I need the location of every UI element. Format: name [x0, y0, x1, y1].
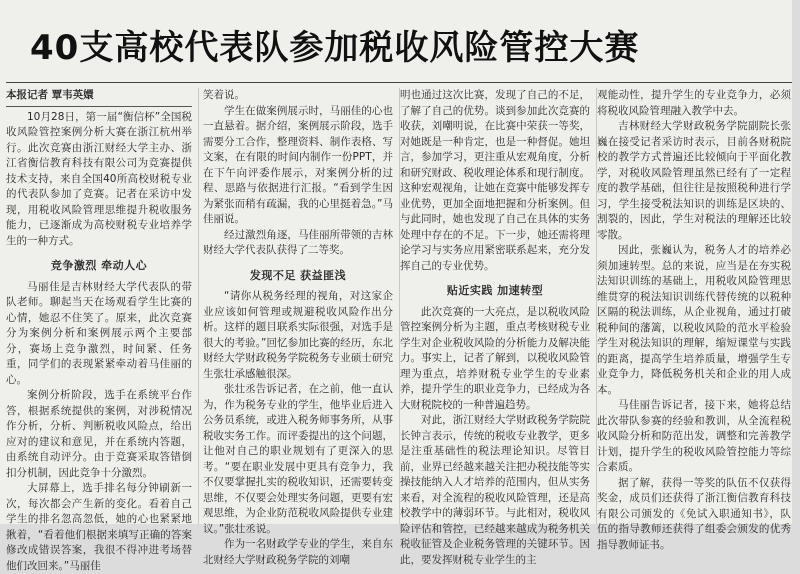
paragraph: 吉林财经大学财政税务学院副院长张巍在接受记者采访时表示，目前各财税院校的教学方式普遍还比较倾向于平面化教学，对税收风险管理虽然已经有了一定程度的教学基础，但往往是按照税种进行学习，学生接受税法知识的训练是区块的、割裂的，因此，学生对税法的理解还比较零散。 — [597, 120, 791, 241]
paragraph: 此次竞赛的一大亮点，是以税收风险管控案例分析为主题，重点考核财税专业学生对企业税收风险的分析能力及解决能力。事实上，记者了解到，以税收风险管理为重点，培养财税专业学生的专业素养，提升学生的职业竞争力，已经成为各大财税院校的一种普遍趋势。 — [400, 305, 590, 411]
paragraph: 观能动性，提升学生的专业竞争力，必须将税收风险管理融入教学中去。 — [597, 89, 791, 117]
paragraph: 笑着说。 — [203, 89, 245, 101]
column-4 — [597, 88, 791, 551]
column-1 — [6, 88, 199, 572]
paragraph: 马丽佳是吉林财经大学代表队的带队老师。聊起当天在场观看学生比赛的心情，她忍不住笑了。原来，此次竞赛分为案例分析和案例展示两个主要部分，赛场上竞争激烈，时间紧、任务重，同学们的表现紧紧牵动着马佳丽的心。 — [6, 280, 192, 386]
paragraph: 案例分析阶段，选手在系统平台作答，根据系统提供的案例，对涉税情况作分析，分析、判断税收风险点，给出应对的建议和意见，并在系统内答题，由系统自动评分。由于竞赛采取答错倒扣分机制，因此竞争十分激烈。 — [6, 389, 192, 479]
byline: 本报记者 覃韦英嬛 — [6, 88, 192, 107]
headline-rule — [6, 82, 792, 83]
paragraph: 马佳丽告诉记者，接下来，她将总结此次带队参赛的经验和教训，从全流程税收风险分析和防范出发，调整和完善教学计划，提升学生的税收风险管控能力等综合素质。 — [597, 399, 791, 473]
paragraph: 张壮丞告诉记者，在之前，他一直认为，作为税务专业的学生，他毕业后进入公务员系统，或进入税务师事务所，从事税收实务工作。而评委提出的这个问题，让他对自己的职业规划有了更深入的思考。“要在职业发展中更具有竞争力，我不仅要掌握扎实的税收知识，还需要转变思维，不仅要会处理实务问题，更要有宏观思维，为企业防范税收风险提供专业建议。”张壮丞说。 — [203, 383, 393, 535]
paragraph: “请你从税务经理的视角，对这家企业应该如何管理或规避税收风险作出分析。这样的题目联系实际很强，对选手是很大的考验。”回忆参加比赛的经历，东北财经大学财政税务学院税务专业硕士研究生张壮承感触很深。 — [203, 290, 393, 380]
column-2 — [203, 88, 400, 566]
column-3 — [400, 88, 597, 566]
paragraph: 明也通过这次比赛，发现了自己的不足，了解了自己的优势。谈到参加此次竞赛的收获，刘嘲明说，在比赛中荣获一等奖，对她既是一种肯定，也是一种督促。她坦言，参加学习，更注重从宏观角度，分析和研究财政、税收理论体系和现行制度。这种宏观视角，让她在竞赛中能够发挥专业优势，更加全面地把握和分析案例。但与此同时，她也发现了自己在具体的实务处理中存在的不足。下一步，她还需将理论学习与实务应用紧密联系起来，充分发挥自己的专业优势。 — [400, 89, 590, 272]
paragraph: 作为一名财政学专业的学生，来自东北财经大学财政税务学院的刘嘲 — [203, 538, 393, 566]
paragraph: 因此，张巍认为，税务人才的培养必须加速转型。总的来说，应当是在夯实税法知识训练的基础上，用税收风险管理思维贯穿的税法知识训练代替传统的以税种区隔的税法训练，从企业视角，通过打破税种间的藩篱，以税收风险的范水平检验学生对税法知识的理解，缩短课堂与实践的距离，提高学生培养质量，增强学生专业竞争力，降低税务机关和企业的用人成本。 — [597, 244, 791, 396]
subheading: 发现不足 获益匪浅 — [249, 268, 347, 282]
headline: 40支高校代表队参加税收风险管控大赛 — [30, 28, 640, 68]
paragraph: 学生在做案例展示时，马丽佳的心也一直悬着。据介绍，案例展示阶段，选手需要分工合作，整理资料、制作表格、写文案，在有限的时间内制作一份PPT，并在下午向评委作展示，对案例分析的过程、思路与依据进行汇报。“看到学生因为紧张而稍有疏漏，我的心里挺着急。”马佳丽说。 — [203, 104, 393, 225]
paragraph: 对此，浙江财经大学财政税务学院院长钟言表示，传统的税收专业教学，更多是注重基础性的税法理论知识。尽管目前，业界已经越来越关注把办税技能等实操技能纳入人才培养的范围内，但从实务来看，对全流程的税收风险管理，还是高校教学中的薄弱环节。与此相对，税收风险评估和管控，已经越来越成为税务机关税收征管及企业税务管理的关键环节。因此，要发挥财税专业学生的主 — [400, 414, 590, 566]
subheading: 贴近实践 加速转型 — [446, 284, 544, 297]
paragraph: 经过激烈角逐，马佳丽所带领的吉林财经大学代表队获得了二等奖。 — [203, 228, 393, 256]
paragraph: 10月28日，第一届“衡信杯”全国税收风险管控案例分析大赛在浙江杭州举行。此次竞赛由浙江财经大学主办、浙江省衡信教育科技有限公司为竞赛提供技术支持，来自全国40所高校财税专业的代表队参加了竞赛。记者在采访中发现，用税收风险管理思维提升税收服务能力，已逐渐成为高校财税专业培养学生的一种方式。 — [6, 110, 192, 247]
subheading: 竞争激烈 牵动人心 — [50, 259, 148, 272]
paragraph: 据了解，获得一等奖的队伍不仅获得奖金，成员们还获得了浙江衡信教育科技有限公司颁发的《免试入职通知书》，队伍的指导教师还获得了组委会颁发的优秀指导教师证书。 — [597, 476, 791, 551]
paragraph: 大屏幕上，选手排名每分钟刷新一次，每次都会产生新的变化。看着自己学生的排名忽高忽低，她的心也紧紧地揪着，“看着他们根据来填写正确的答案修改成错误答案，我很不得冲进考场替他们改回来。”马丽佳 — [6, 482, 192, 572]
